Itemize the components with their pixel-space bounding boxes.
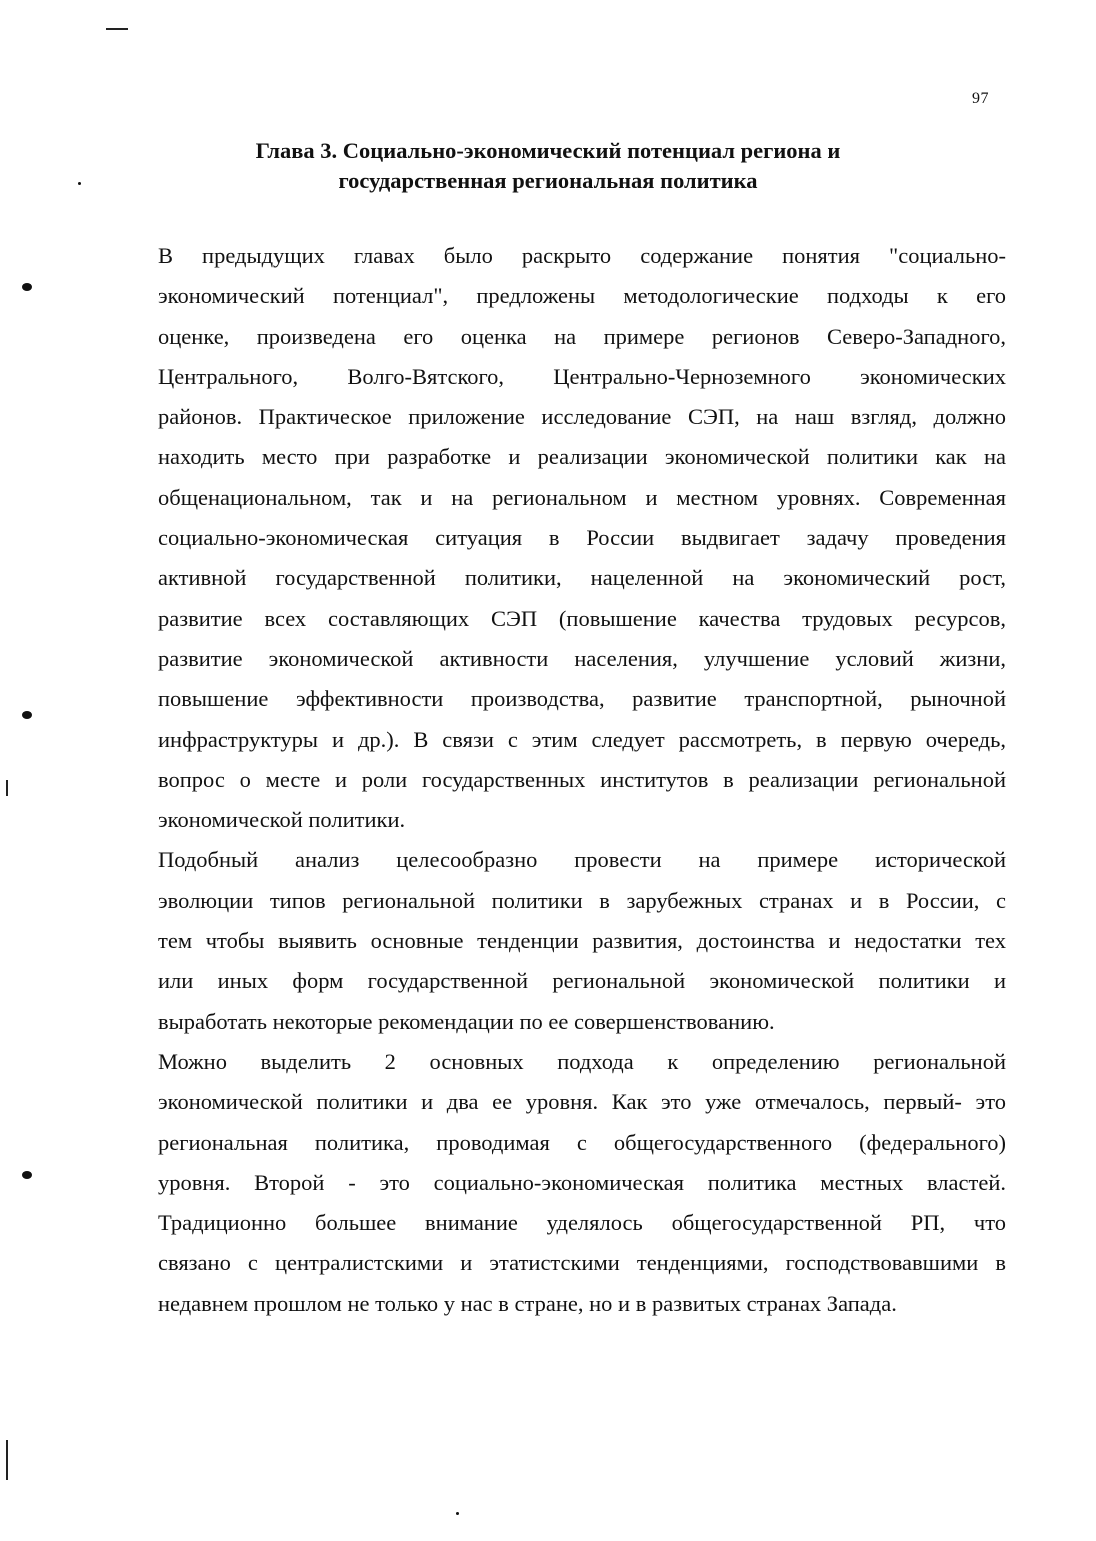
text-line: недавнем прошлом не только у нас в стране, но и в развитых странах Запада. bbox=[158, 1290, 897, 1316]
text-line: повышение эффективности производства, развитие транспортной, рыночной bbox=[158, 686, 1006, 712]
text-line: экономический потенциал", предложены методологические подходы к его bbox=[158, 283, 1006, 309]
paragraph-2 bbox=[90, 840, 1006, 1041]
text-line: уровня. Второй - это социально-экономическая политика местных властей. bbox=[158, 1169, 1006, 1195]
text-line: развитие всех составляющих СЭП (повышение качества трудовых ресурсов, bbox=[158, 605, 1006, 631]
scan-edge-mark bbox=[6, 780, 8, 796]
text-line: Традиционно большее внимание уделялось общегосударственной РП, что bbox=[158, 1210, 1006, 1236]
scan-speck bbox=[22, 283, 32, 291]
text-line: районов. Практическое приложение исследование СЭП, на наш взгляд, должно bbox=[158, 404, 1006, 430]
paragraph-1 bbox=[90, 236, 1006, 840]
text-line: Центрального, Волго-Вятского, Центрально-Черноземного экономических bbox=[158, 363, 1006, 389]
scan-speck bbox=[78, 182, 81, 185]
body-text bbox=[90, 236, 1006, 1324]
text-line: социально-экономическая ситуация в России выдвигает задачу проведения bbox=[158, 525, 1006, 551]
text-line: В предыдущих главах было раскрыто содержание понятия "социально- bbox=[158, 243, 1006, 268]
chapter-title bbox=[90, 136, 1006, 196]
scan-edge-mark bbox=[6, 1440, 8, 1480]
text-line: оценке, произведена его оценка на примере регионов Северо-Западного, bbox=[158, 323, 1006, 349]
text-line: Можно выделить 2 основных подхода к определению региональной bbox=[158, 1048, 1006, 1074]
text-line: развитие экономической активности населения, улучшение условий жизни, bbox=[158, 645, 1006, 671]
page-number: 97 bbox=[972, 90, 989, 107]
text-line: связано с централистскими и этатистскими тенденциями, господствовавшими в bbox=[158, 1250, 1006, 1276]
text-line: Подобный анализ целесообразно провести на примере исторической bbox=[158, 847, 1006, 873]
text-line: общенациональном, так и на региональном и местном уровнях. Современная bbox=[158, 484, 1006, 510]
chapter-title-line-2: государственная региональная политика bbox=[338, 168, 758, 193]
paragraph-3 bbox=[90, 1042, 1006, 1324]
text-line: тем чтобы выявить основные тенденции развития, достоинства и недостатки тех bbox=[158, 928, 1006, 954]
text-line: или иных форм государственной региональной экономической политики и bbox=[158, 968, 1006, 994]
text-line: инфраструктуры и др.). В связи с этим следует рассмотреть, в первую очередь, bbox=[158, 726, 1006, 752]
scan-speck bbox=[456, 1512, 459, 1515]
scan-speck bbox=[22, 1171, 32, 1179]
chapter-title-line-1: Глава 3. Социально-экономический потенциал региона и bbox=[255, 138, 841, 163]
text-line: находить место при разработке и реализации экономической политики как на bbox=[158, 444, 1006, 470]
text-line: вопрос о месте и роли государственных институтов в реализации региональной bbox=[158, 766, 1006, 792]
text-line: выработать некоторые рекомендации по ее совершенствованию. bbox=[158, 1008, 775, 1034]
scan-speck bbox=[22, 711, 32, 719]
text-line: активной государственной политики, нацеленной на экономический рост, bbox=[158, 565, 1006, 591]
scan-edge-mark bbox=[106, 28, 128, 30]
text-line: экономической политики. bbox=[158, 807, 406, 833]
text-line: эволюции типов региональной политики в зарубежных странах и в России, с bbox=[158, 887, 1006, 913]
text-line: экономической политики и два ее уровня. Как это уже отмечалось, первый- это bbox=[158, 1089, 1006, 1115]
text-line: региональная политика, проводимая с общегосударственного (федерального) bbox=[158, 1129, 1006, 1155]
